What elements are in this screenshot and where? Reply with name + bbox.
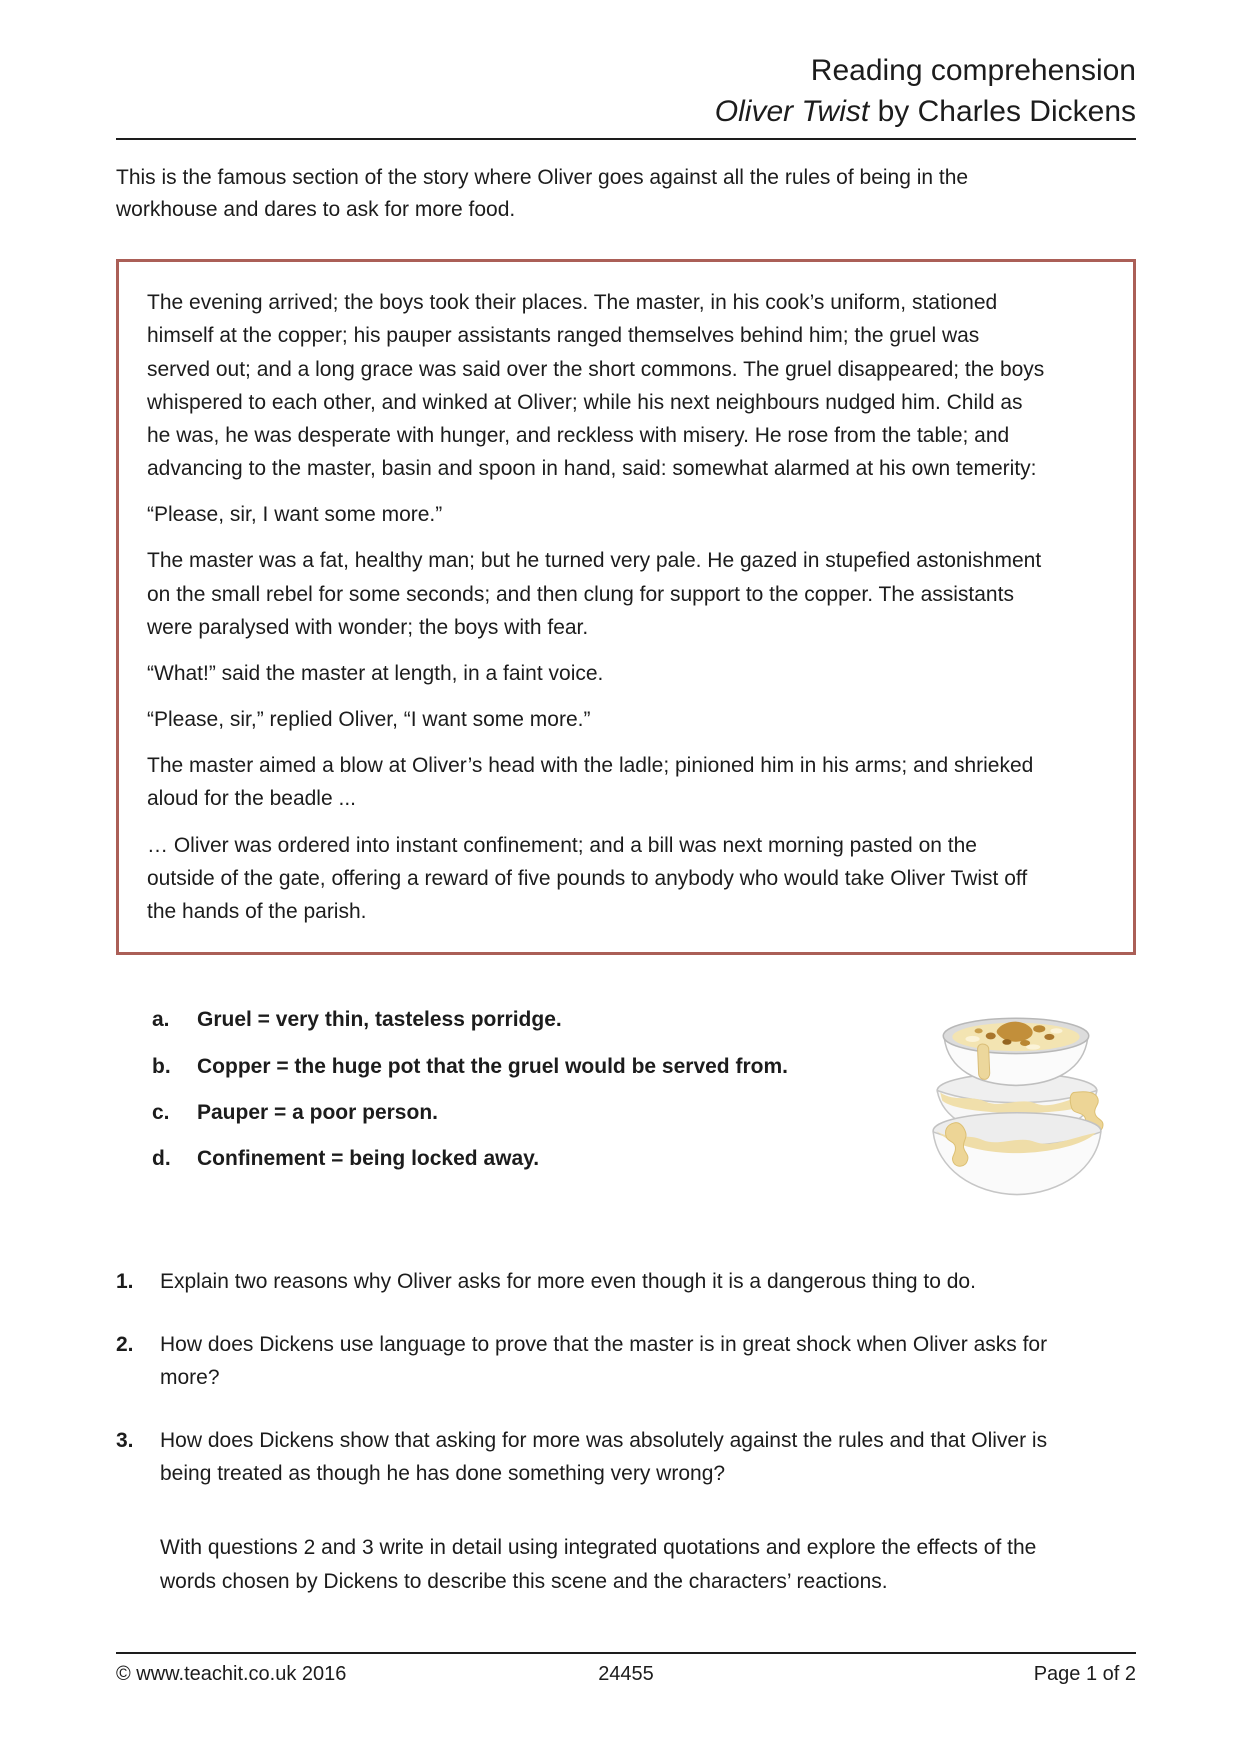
- question-item: [116, 1328, 1136, 1395]
- question-item: [116, 1265, 1136, 1299]
- question-text: How does Dickens use language to prove that the master is in great shock when Oliver asks for more?: [160, 1332, 1048, 1390]
- question-text: Explain two reasons why Oliver asks for more even though it is a dangerous thing to do.: [160, 1270, 976, 1294]
- page-footer: [116, 1652, 1136, 1686]
- question-number: 1.: [116, 1270, 134, 1294]
- passage-paragraph: “Please, sir, I want some more.”: [147, 503, 443, 527]
- glossary-text: Gruel = very thin, tasteless porridge.: [197, 1008, 562, 1032]
- copyright-text: © www.teachit.co.uk 2016: [116, 1663, 347, 1685]
- glossary-text: Confinement = being locked away.: [197, 1147, 540, 1171]
- glossary-text: Pauper = a poor person.: [197, 1100, 438, 1124]
- glossary-letter: c.: [152, 1100, 170, 1124]
- page-header: [116, 54, 1136, 140]
- question-number: 3.: [116, 1428, 134, 1452]
- glossary-letter: d.: [152, 1147, 171, 1171]
- glossary-section: [116, 1005, 1136, 1217]
- glossary-text: Copper = the huge pot that the gruel would be served from.: [197, 1054, 788, 1078]
- document-id: 24455: [598, 1663, 654, 1685]
- passage-paragraph: The master was a fat, healthy man; but he turned very pale. He gazed in stupefied astonishment on the small rebel for some seconds; and then clung for support to the copper. The assistants were paralysed with wonder; the boys with fear.: [147, 549, 1042, 639]
- book-title: Oliver Twist: [714, 94, 870, 128]
- intro-text: This is the famous section of the story where Oliver goes against all the rules of being in the workhouse and dares to ask for more food.: [116, 166, 969, 221]
- question-item: [116, 1424, 1136, 1491]
- porridge-bowls-illustration: [920, 983, 1112, 1201]
- page-number: Page 1 of 2: [1033, 1663, 1136, 1685]
- passage-paragraph: “Please, sir,” replied Oliver, “I want some more.”: [147, 708, 591, 732]
- top-bowl: [943, 1018, 1089, 1085]
- page-title: Reading comprehension: [810, 54, 1136, 87]
- glossary-letter: b.: [152, 1054, 171, 1078]
- passage-paragraph: … Oliver was ordered into instant confinement; and a bill was next morning pasted on the outside of the gate, offering a reward of five pounds to anybody who would take Oliver Twist off the hands of the parish.: [147, 833, 1028, 923]
- bottom-bowl: [933, 1113, 1101, 1195]
- questions-note: With questions 2 and 3 write in detail using integrated quotations and explore the effects of the words chosen by Dickens to describe this scene and the characters’ reactions.: [160, 1536, 1037, 1593]
- book-author: by Charles Dickens: [869, 94, 1136, 128]
- question-text: How does Dickens show that asking for more was absolutely against the rules and that Oliver is being treated as though he has done something very wrong?: [160, 1428, 1048, 1486]
- questions-section: [116, 1265, 1136, 1598]
- passage-paragraph: “What!” said the master at length, in a faint voice.: [147, 661, 604, 685]
- passage-paragraph: The master aimed a blow at Oliver’s head with the ladle; pinioned him in his arms; and shrieked aloud for the beadle ...: [147, 754, 1034, 811]
- page-subtitle: [116, 95, 1136, 129]
- passage-box: [116, 259, 1136, 955]
- glossary-letter: a.: [152, 1008, 170, 1032]
- question-number: 2.: [116, 1332, 134, 1356]
- passage-paragraph: The evening arrived; the boys took their places. The master, in his cook’s uniform, stationed himself at the copper; his pauper assistants ranged themselves behind him; the gruel was served out; and a long grace was said over the short commons. The gruel disappeared; the boys whispered to each other, and winked at Oliver; while his next neighbours nudged him. Child as he was, he was desperate with hunger, and reckless with misery. He rose from the table; and advancing to the master, basin and spoon in hand, said: somewhat alarmed at his own temerity:: [147, 291, 1045, 481]
